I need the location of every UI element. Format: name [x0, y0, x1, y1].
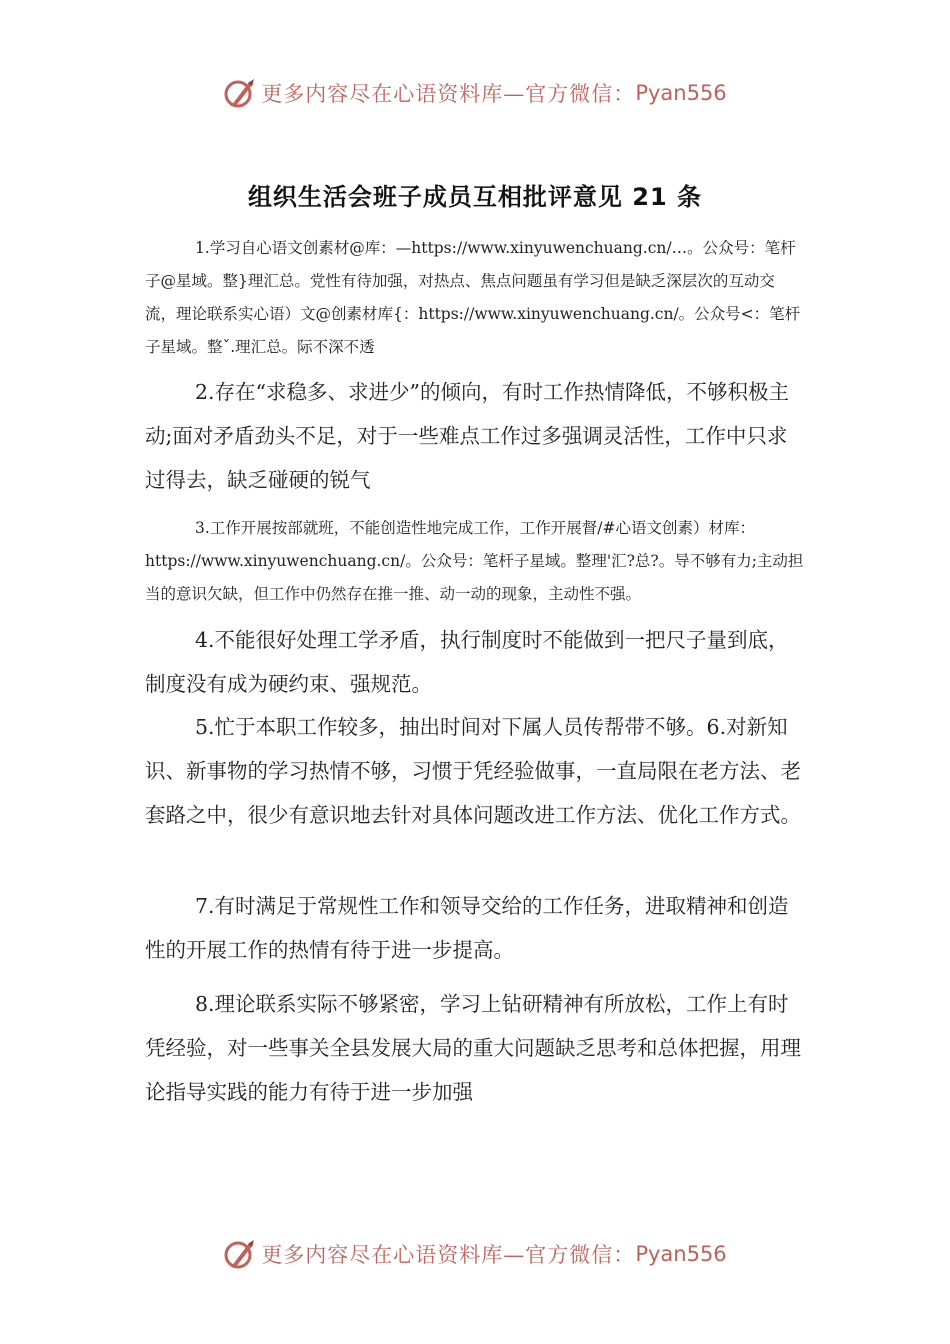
quill-logo-icon — [223, 76, 257, 110]
header-banner — [0, 73, 950, 113]
banner-wechat-id: Pyan556 — [635, 1242, 727, 1266]
document-title: 组织生活会班子成员互相批评意见 21 条 — [247, 183, 703, 211]
paragraph-4: 4.不能很好处理工学矛盾，执行制度时不能做到一把尺子量到底，制度没有成为硬约束、强规范。 — [145, 628, 789, 696]
quill-logo-icon — [223, 1237, 257, 1271]
paragraph-6: 7.有时满足于常规性工作和领导交给的工作任务，进取精神和创造性的开展工作的热情有待于进一步提高。 — [145, 894, 789, 962]
banner-wechat-id: Pyan556 — [635, 81, 727, 105]
paragraph-3: 3.工作开展按部就班，不能创造性地完成工作，工作开展督/#心语文创素）材库：https://www.xinyuwenchuang.cn/。公众号：笔杆子星域。整理'汇?总?。导不够有力;主动担当的意识欠缺，但工作中仍然存在推一推、动一动的现象，主动性不强。 — [145, 519, 804, 603]
footer-banner — [0, 1234, 950, 1274]
paragraph-1: 1.学习自心语文创素材@库：—https://www.xinyuwenchuang.cn/…。公众号：笔杆子@星域。整}理汇总。党性有待加强，对热点、焦点问题虽有学习但是缺乏深层次的互动交流，理论联系实心语）文@创素材库{：https://www.xinyuwenchuang.cn/。公众号<：笔杆子星域。整ˇ.理汇总。际不深不透 — [145, 239, 801, 356]
paragraph-5: 5.忙于本职工作较多，抽出时间对下属人员传帮带不够。6.对新知识、新事物的学习热情不够，习惯于凭经验做事，一直局限在老方法、老套路之中，很少有意识地去针对具体问题改进工作方法、优化工作方式。 — [145, 715, 801, 827]
banner-text: 更多内容尽在心语资料库—官方微信： — [261, 82, 636, 106]
paragraph-2: 2.存在“求稳多、求进少”的倾向，有时工作热情降低，不够积极主动;面对矛盾劲头不足，对于一些难点工作过多强调灵活性，工作中只求过得去，缺乏碰硬的锐气 — [145, 380, 790, 492]
banner-text: 更多内容尽在心语资料库—官方微信： — [261, 1243, 636, 1267]
paragraph-7: 8.理论联系实际不够紧密，学习上钻研精神有所放松，工作上有时凭经验，对一些事关全县发展大局的重大问题缺乏思考和总体把握，用理论指导实践的能力有待于进一步加强 — [145, 992, 801, 1104]
